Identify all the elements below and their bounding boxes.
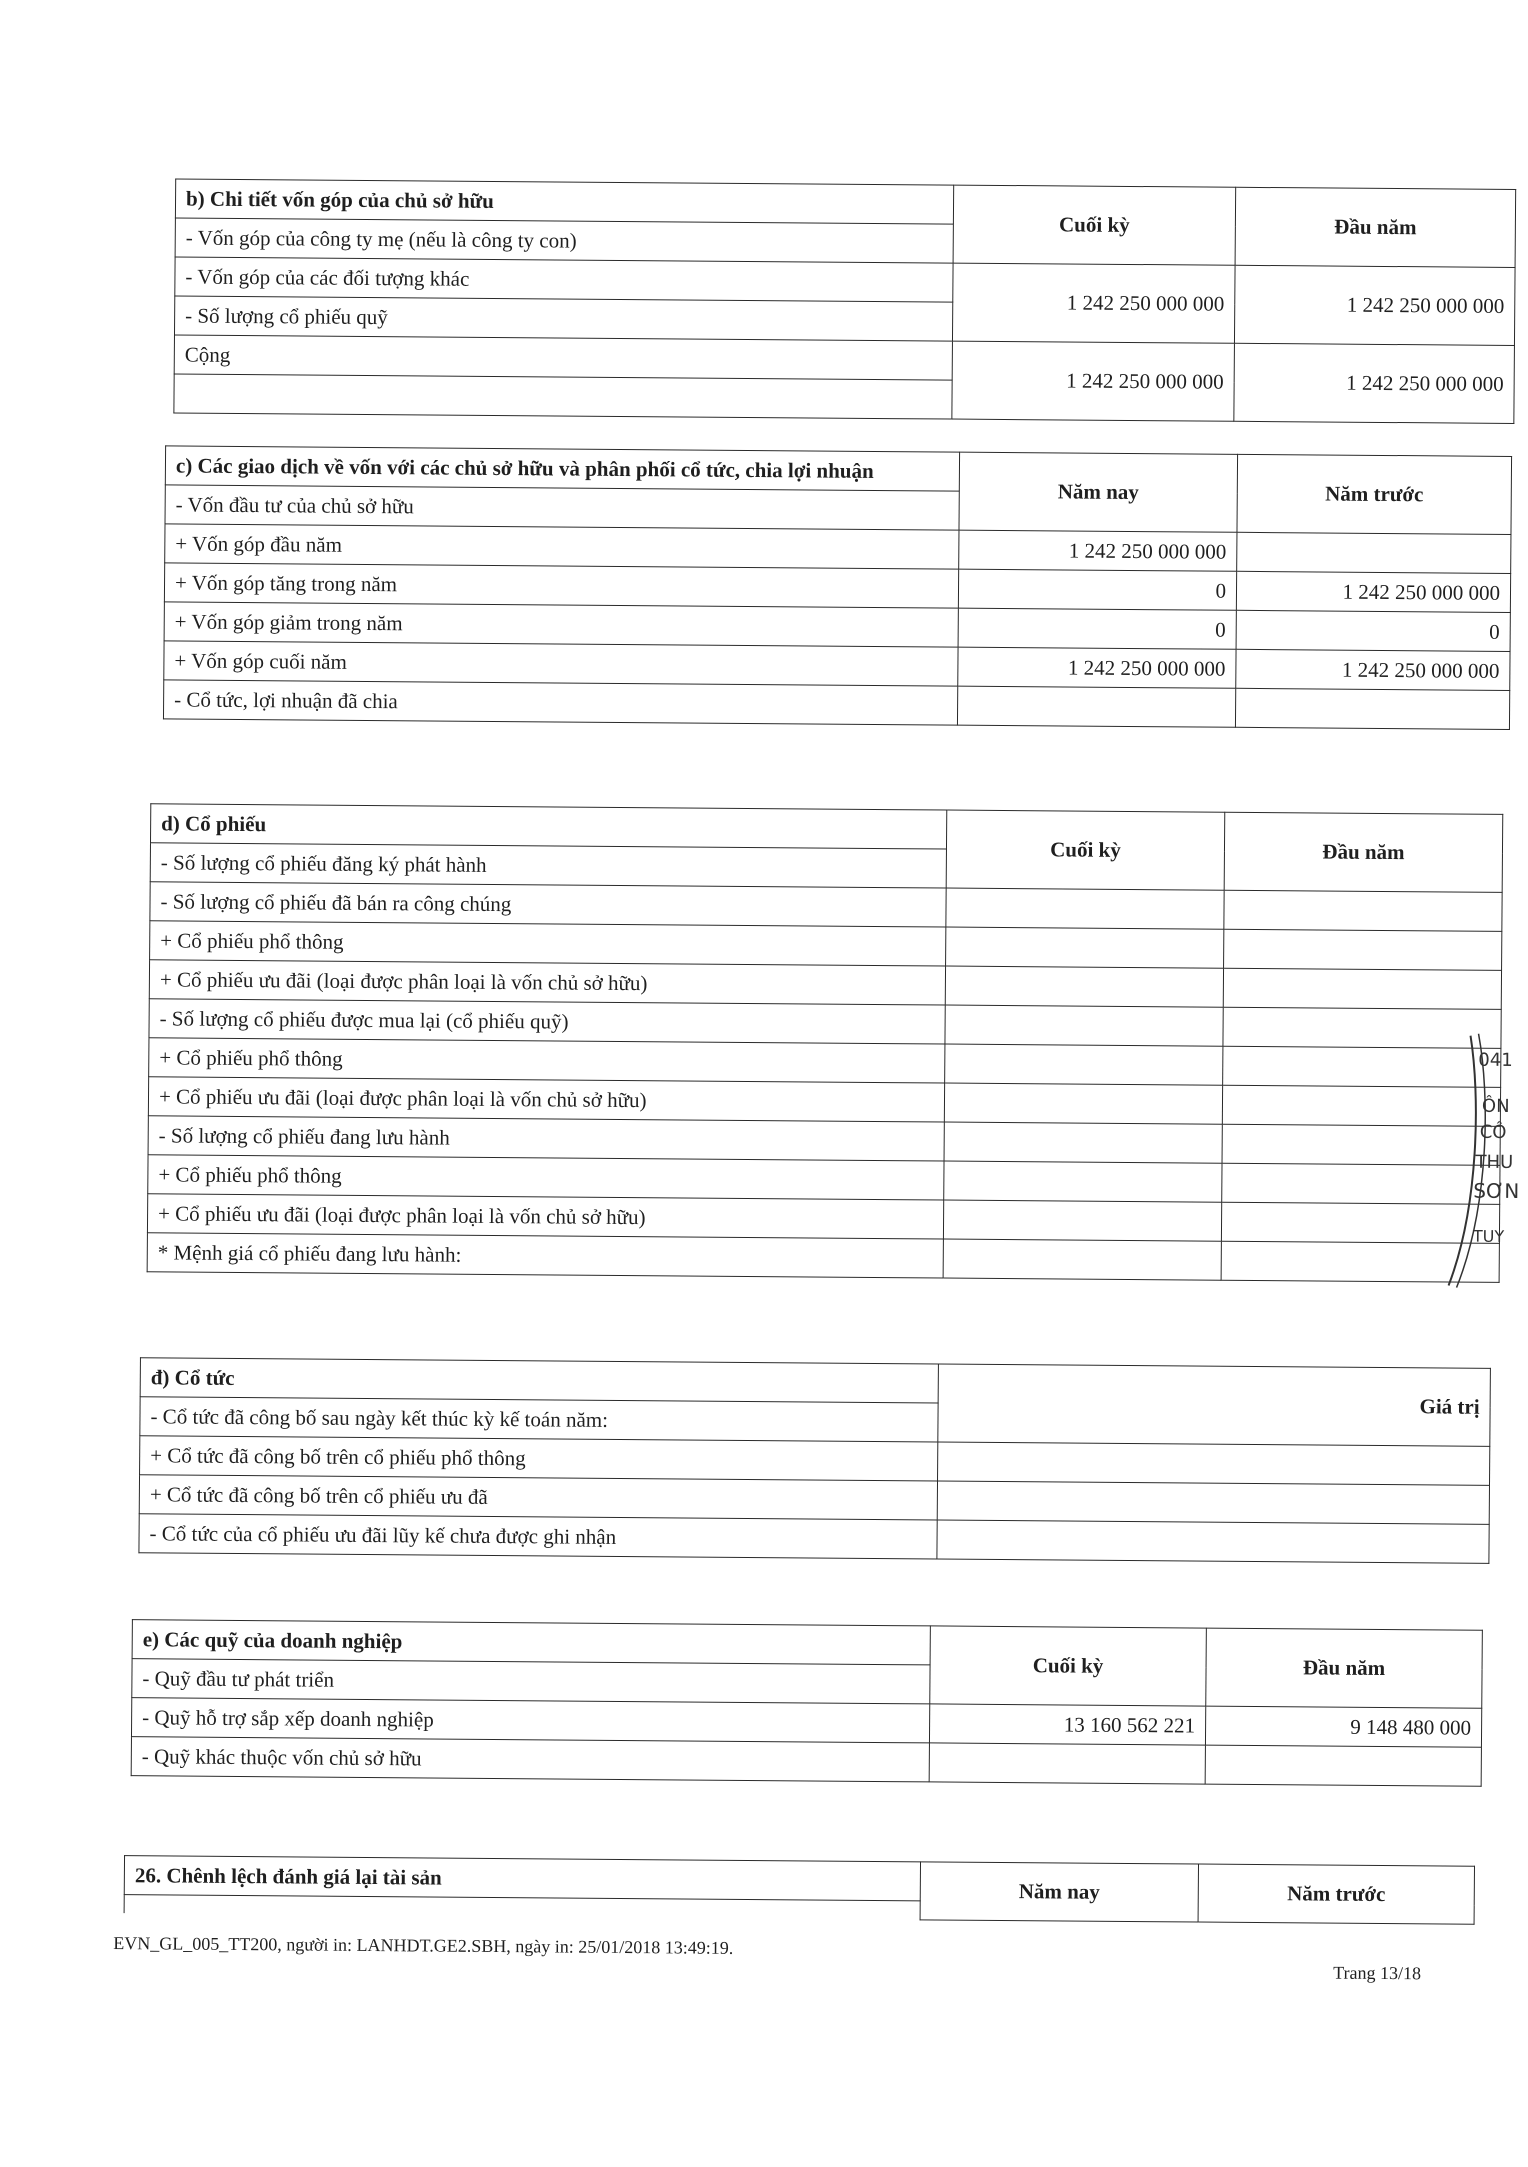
table-row-label: + Vốn góp tăng trong năm	[164, 563, 958, 608]
table-cell	[929, 1743, 1205, 1784]
table-cell: 0	[958, 569, 1236, 610]
table-row-label: - Cổ tức của cổ phiếu ưu đãi lũy kế chưa được ghi nhận	[139, 1514, 937, 1559]
table-cell	[945, 966, 1223, 1007]
table-d-col2-header: Đầu năm	[1224, 812, 1503, 892]
table-row-label: - Số lượng cổ phiếu quỹ	[174, 296, 952, 341]
stamp-text: CÔ	[1479, 1121, 1507, 1143]
stamp-text: SƠN	[1473, 1178, 1520, 1204]
table-cell: 1 242 250 000 000	[959, 530, 1237, 571]
table-e-title: e) Các quỹ của doanh nghiệp	[132, 1620, 930, 1665]
page-number: Trang 13/18	[1333, 1962, 1422, 1984]
asset-revaluation-table	[124, 1855, 1475, 1924]
stamp-ring-icon	[1438, 1025, 1528, 1296]
table-row-label: + Cổ tức đã công bố trên cổ phiếu ưu đã	[139, 1475, 937, 1520]
table-e-col2-header: Đầu năm	[1206, 1628, 1483, 1708]
table-cell	[938, 1442, 1490, 1485]
table-row-label: + Cổ phiếu ưu đãi (loại được phân loại là vốn chủ sở hữu)	[148, 1077, 944, 1122]
table-row-label: + Cổ phiếu phổ thông	[148, 1155, 944, 1200]
table-row-label: + Cổ tức đã công bố trên cổ phiếu phổ thông	[140, 1436, 938, 1481]
table-c-col1-header: Năm nay	[959, 452, 1238, 532]
table-e-col1-header: Cuối kỳ	[930, 1626, 1207, 1706]
table-row-label: + Vốn góp đầu năm	[165, 524, 959, 569]
table-row-label: - Quỹ hỗ trợ sắp xếp doanh nghiệp	[131, 1698, 929, 1743]
table-div-col1-header: Giá trị	[938, 1364, 1491, 1446]
table-row-label: + Cổ phiếu ưu đãi (loại được phân loại là vốn chủ sở hữu)	[149, 960, 945, 1005]
table-cell: 1 242 250 000 000	[952, 263, 1235, 343]
table-row-label: - Cổ tức, lợi nhuận đã chia	[163, 680, 957, 725]
table-cell	[1205, 1745, 1481, 1786]
table-row-label: - Vốn góp của công ty mẹ (nếu là công ty con)	[175, 218, 953, 263]
table-cell: 9 148 480 000	[1205, 1706, 1481, 1747]
table-b-col1-header: Cuối kỳ	[953, 185, 1236, 265]
print-info-footer: EVN_GL_005_TT200, người in: LANHDT.GE2.SBH, ngày in: 25/01/2018 13:49:19.	[113, 1933, 734, 1958]
table-26-col2-header: Năm trước	[1198, 1864, 1474, 1924]
owner-capital-detail-table	[173, 178, 1516, 424]
table-cell	[1224, 929, 1502, 970]
table-cell	[1224, 890, 1502, 931]
table-d-title: d) Cổ phiếu	[151, 804, 947, 849]
table-b-col2-header: Đầu năm	[1235, 187, 1516, 267]
table-row-label: + Cổ phiếu phổ thông	[150, 921, 946, 966]
table-b-title: b) Chi tiết vốn góp của chủ sở hữu	[175, 179, 953, 224]
stamp-text: TUY	[1472, 1226, 1505, 1246]
table-row-label: - Số lượng cổ phiếu được mua lại (cổ phiếu quỹ)	[149, 999, 945, 1044]
table-cell	[946, 927, 1224, 968]
table-cell	[944, 1161, 1222, 1202]
table-c-title: c) Các giao dịch về vốn với các chủ sở hữu và phân phối cổ tức, chia lợi nhuận	[165, 446, 959, 491]
stamp-text: ÔN	[1481, 1095, 1510, 1117]
enterprise-funds-table	[131, 1619, 1483, 1787]
capital-transactions-table	[163, 445, 1512, 730]
table-cell: 1 242 250 000 000	[1234, 343, 1515, 423]
table-row-label: - Vốn góp của các đối tượng khác	[175, 257, 953, 302]
table-row-label: Cộng	[174, 335, 952, 380]
table-cell: 0	[1236, 610, 1510, 651]
table-c-col2-header: Năm trước	[1237, 454, 1512, 534]
table-row-label: + Cổ phiếu phổ thông	[149, 1038, 945, 1083]
table-row-label: - Quỹ khác thuộc vốn chủ sở hữu	[131, 1737, 929, 1782]
table-cell	[1235, 688, 1509, 729]
table-cell	[937, 1520, 1489, 1563]
table-cell	[937, 1481, 1489, 1524]
table-cell	[946, 888, 1224, 929]
table-row-label: - Số lượng cổ phiếu đã bán ra công chúng	[150, 882, 946, 927]
table-row-label: - Cổ tức đã công bố sau ngày kết thúc kỳ kế toán năm:	[140, 1397, 938, 1442]
table-row-label: - Số lượng cổ phiếu đang lưu hành	[148, 1116, 944, 1161]
stamp-text: 041	[1478, 1049, 1513, 1071]
table-row-label: - Vốn đầu tư của chủ sở hữu	[165, 485, 959, 530]
dividends-table	[138, 1357, 1490, 1564]
table-row-filler	[174, 374, 952, 419]
table-cell	[943, 1200, 1221, 1241]
shares-table	[147, 803, 1504, 1283]
table-row-label: - Số lượng cổ phiếu đăng ký phát hành	[150, 843, 946, 888]
table-cell: 0	[958, 608, 1236, 649]
table-cell	[1237, 532, 1511, 573]
table-cell: 13 160 562 221	[929, 1704, 1205, 1745]
table-div-title: đ) Cổ tức	[140, 1358, 938, 1403]
table-row-label: * Mệnh giá cổ phiếu đang lưu hành:	[147, 1233, 943, 1278]
table-cell: 1 242 250 000 000	[1234, 265, 1515, 345]
table-26-col1-header: Năm nay	[920, 1862, 1198, 1922]
stamp-seal-fragment	[1438, 1025, 1528, 1296]
table-cell	[1223, 968, 1501, 1009]
table-cell	[944, 1083, 1222, 1124]
table-cell: 1 242 250 000 000	[1236, 649, 1510, 690]
table-cell	[943, 1239, 1221, 1280]
table-cell	[945, 1044, 1223, 1085]
table-26-title: 26. Chênh lệch đánh giá lại tài sản	[124, 1856, 920, 1901]
table-row-label: + Vốn góp giảm trong năm	[164, 602, 958, 647]
table-cell	[957, 686, 1235, 727]
table-cell: 1 242 250 000 000	[1236, 571, 1510, 612]
table-row-label: + Cổ phiếu ưu đãi (loại được phân loại là vốn chủ sở hữu)	[147, 1194, 943, 1239]
table-row-label: + Vốn góp cuối năm	[164, 641, 958, 686]
table-cell	[945, 1005, 1223, 1046]
table-cell: 1 242 250 000 000	[958, 647, 1236, 688]
table-cell	[944, 1122, 1222, 1163]
table-row-label: - Quỹ đầu tư phát triển	[132, 1659, 930, 1704]
table-cell: 1 242 250 000 000	[952, 341, 1235, 421]
stamp-text: THU	[1475, 1151, 1514, 1173]
table-d-col1-header: Cuối kỳ	[946, 810, 1225, 890]
